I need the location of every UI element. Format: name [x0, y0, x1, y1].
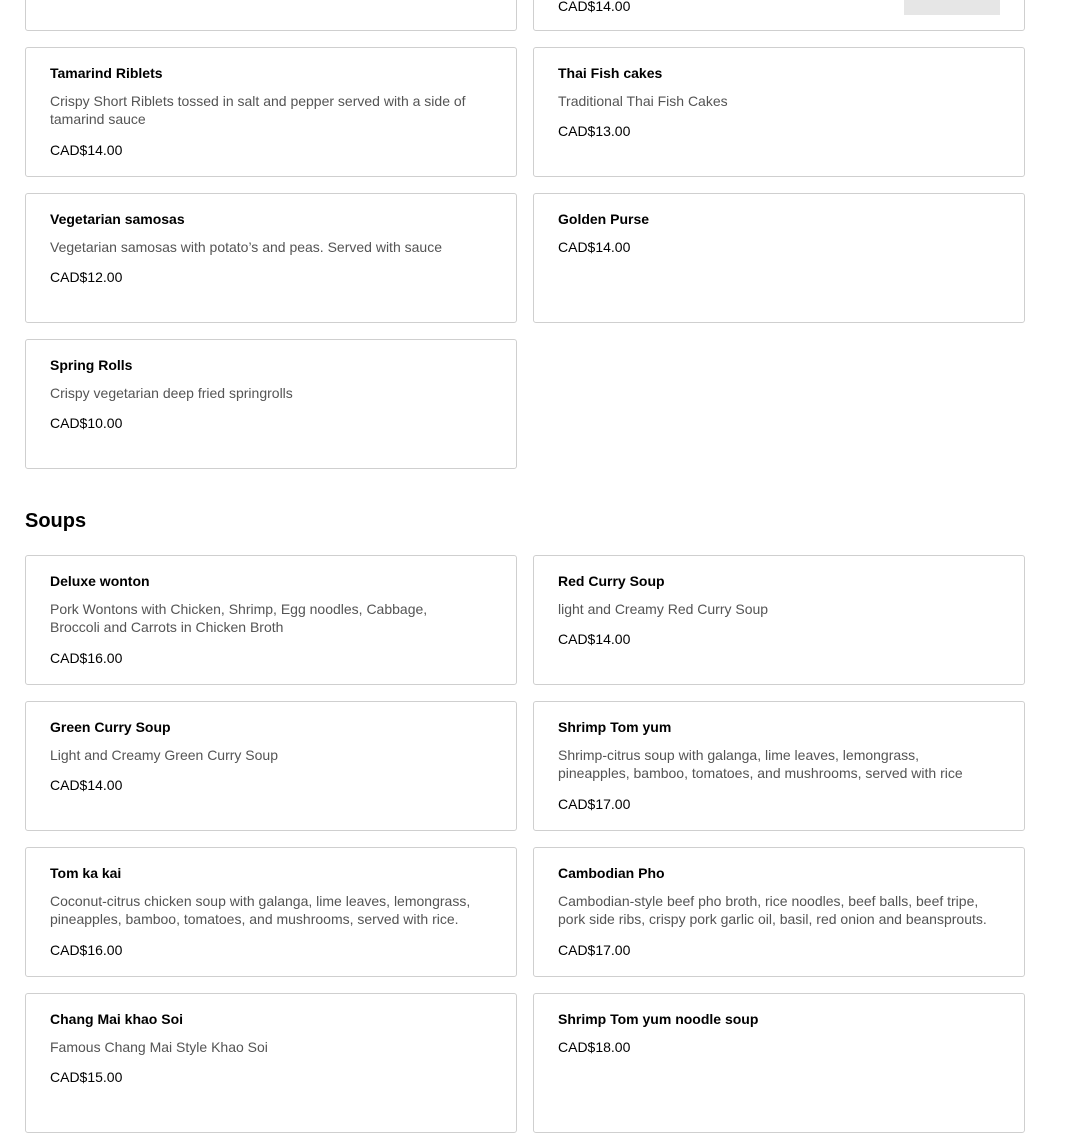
item-name: Shrimp Tom yum — [558, 719, 672, 735]
item-name: Tom ka kai — [50, 865, 122, 881]
item-name: Thai Fish cakes — [558, 65, 663, 81]
item-price: CAD$14.00 — [558, 0, 631, 14]
item-name: Green Curry Soup — [50, 719, 171, 735]
item-name: Deluxe wonton — [50, 573, 150, 589]
item-description: Crispy Short Riblets tossed in salt and pepper served with a side of tamarind sauce — [50, 93, 466, 127]
item-price: CAD$14.00 — [558, 631, 631, 647]
menu-item-card[interactable] — [533, 0, 1025, 31]
menu-item-card[interactable] — [25, 555, 517, 685]
item-price: CAD$17.00 — [558, 942, 631, 958]
item-description: light and Creamy Red Curry Soup — [558, 601, 769, 617]
menu-item-card[interactable] — [533, 993, 1025, 1133]
menu-item-card[interactable] — [25, 193, 517, 323]
menu-item-card[interactable] — [533, 847, 1025, 977]
item-price: CAD$16.00 — [50, 650, 123, 666]
item-price: CAD$13.00 — [558, 123, 631, 139]
item-description: Cambodian-style beef pho broth, rice noodles, beef balls, beef tripe, pork side ribs, crispy pork garlic oil, basil, red onion and beansprouts. — [558, 893, 987, 927]
item-description: Light and Creamy Green Curry Soup — [50, 747, 278, 763]
item-price: CAD$10.00 — [50, 415, 123, 431]
menu-item-card[interactable] — [25, 701, 517, 831]
item-price: CAD$12.00 — [50, 269, 123, 285]
item-description: Crispy vegetarian deep fried springrolls — [50, 385, 293, 401]
menu-item-card[interactable] — [25, 993, 517, 1133]
menu-item-card[interactable] — [533, 701, 1025, 831]
item-description: Coconut-citrus chicken soup with galanga, lime leaves, lemongrass, pineapples, bamboo, tomatoes, and mushrooms, served with rice. — [50, 893, 471, 927]
item-price: CAD$17.00 — [558, 796, 631, 812]
item-description: Famous Chang Mai Style Khao Soi — [50, 1039, 268, 1055]
item-name: Vegetarian samosas — [50, 211, 185, 227]
item-price: CAD$14.00 — [558, 239, 631, 255]
item-name: Cambodian Pho — [558, 865, 665, 881]
item-name: Golden Purse — [558, 211, 650, 227]
item-name: Tamarind Riblets — [50, 65, 163, 81]
item-name: Red Curry Soup — [558, 573, 665, 589]
item-price: CAD$14.00 — [50, 777, 123, 793]
menu-item-card[interactable] — [25, 847, 517, 977]
menu-item-card[interactable] — [533, 193, 1025, 323]
item-name: Spring Rolls — [50, 357, 133, 373]
item-price: CAD$15.00 — [50, 1069, 123, 1085]
item-description: Pork Wontons with Chicken, Shrimp, Egg noodles, Cabbage, Broccoli and Carrots in Chicken Broth — [50, 601, 428, 635]
item-image — [904, 0, 1000, 15]
section-title-soups: Soups — [25, 510, 87, 532]
item-price: CAD$16.00 — [50, 942, 123, 958]
item-price: CAD$14.00 — [50, 142, 123, 158]
item-price: CAD$18.00 — [558, 1039, 631, 1055]
menu-item-card[interactable] — [25, 339, 517, 469]
item-description: Shrimp-citrus soup with galanga, lime leaves, lemongrass, pineapples, bamboo, tomatoes, and mushrooms, served with rice — [558, 747, 963, 781]
menu-item-card[interactable] — [533, 555, 1025, 685]
item-name: Shrimp Tom yum noodle soup — [558, 1011, 759, 1027]
menu-item-card[interactable] — [533, 47, 1025, 177]
item-name: Chang Mai khao Soi — [50, 1011, 184, 1027]
item-description: Vegetarian samosas with potato’s and peas. Served with sauce — [50, 239, 442, 255]
menu-item-card[interactable] — [25, 0, 517, 31]
item-description: Traditional Thai Fish Cakes — [558, 93, 728, 109]
menu-item-card[interactable] — [25, 47, 517, 177]
